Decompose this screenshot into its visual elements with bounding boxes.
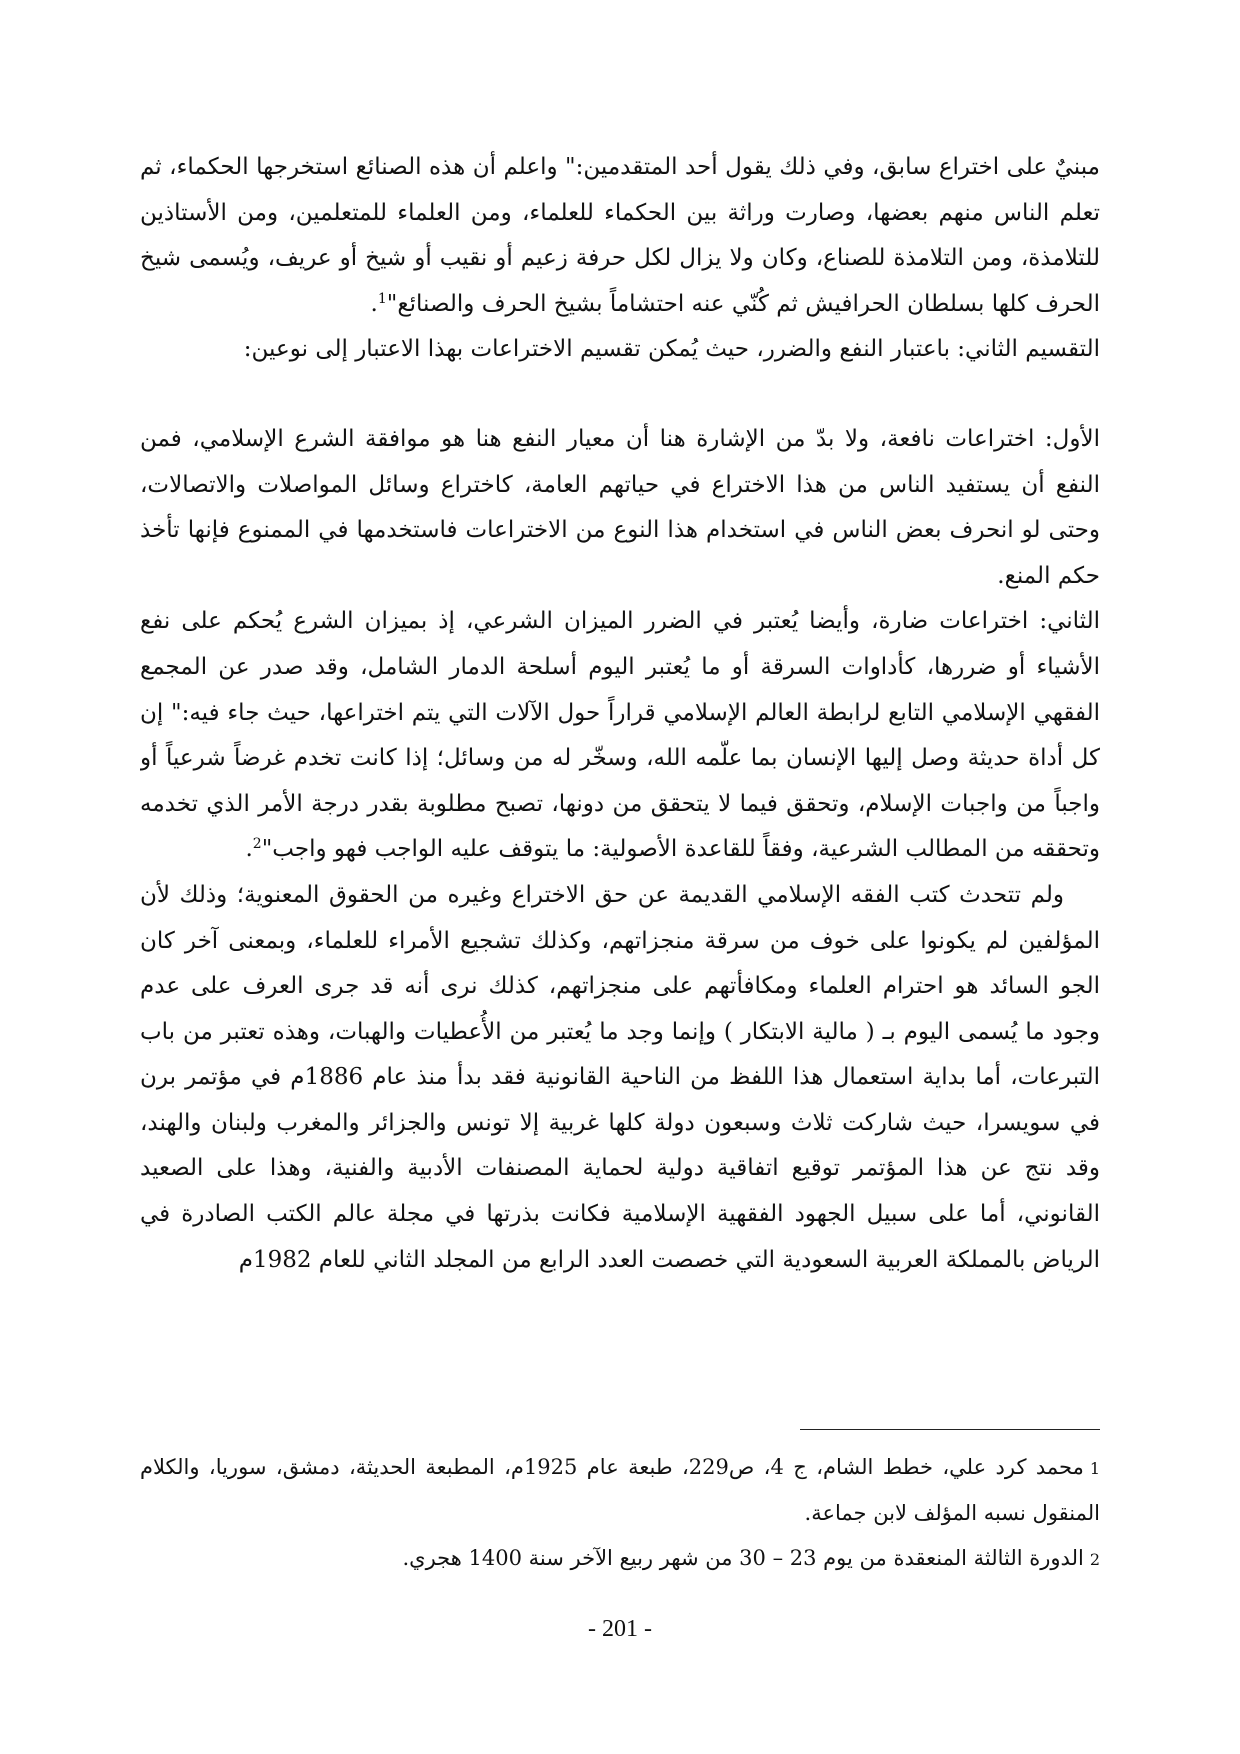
footnote-1 [140, 1445, 1100, 1536]
footnote-number: 2 [1089, 1550, 1100, 1569]
paragraph-text: مبنيٌ على اختراع سابق، وفي ذلك يقول أحد المتقدمين:" واعلم أن هذه الصنائع استخرجها الحكماء، ثم تعلم الناس منهم بعضها، وصارت وراثة بين الحكماء للعلماء، ومن العلماء للمتعلمين، ومن الأستاذين للتلامذة، ومن التلامذة للصناع، وكان ولا يزال لكل حرفة زعيم أو نقيب أو شيخ أو عريف، ويُسمى شيخ الحرف كلها بسلطان الحرافيش ثم كُنّي عنه احتشاماً بشيخ الحرف والصنائع" [140, 154, 1100, 317]
paragraph-second-division [140, 327, 1100, 373]
footnote-2 [140, 1536, 1100, 1582]
footnote-text: محمد كرد علي، خطط الشام، ج 4، ص229، طبعة عام 1925م، المطبعة الحديثة، دمشق، سوريا، والكلام المنقول نسبه المؤلف لابن جماعة. [140, 1455, 1100, 1525]
sentence-end: . [370, 290, 378, 317]
footnote-text: الدورة الثالثة المنعقدة من يوم 23 – 30 من شهر ربيع الآخر سنة 1400 هجري. [402, 1546, 1084, 1570]
footnotes [140, 1445, 1100, 1582]
paragraph-text: ولم تتحدث كتب الفقه الإسلامي القديمة عن حق الاختراع وغيره من الحقوق المعنوية؛ وذلك لأن المؤلفين لم يكونوا على خوف من سرقة منجزاتهم، وكذلك تشجيع الأمراء للعلماء، وبمعنى آخر كان الجو السائد هو احترام العلماء ومكافأتهم على منجزاتهم، كذلك نرى أنه قد جرى العرف على عدم وجود ما يُسمى اليوم بـ ( مالية الابتكار ) وإنما وجد ما يُعتبر من الأُعطيات والهبات، وهذه تعتبر من باب التبرعات، أما بداية استعمال هذا اللفظ من الناحية القانونية فقد بدأ منذ عام 1886م في مؤتمر برن في سويسرا، حيث شاركت ثلاث وسبعون دولة كلها غربية إلا تونس والجزائر والمغرب ولبنان والهند، وقد نتج عن هذا المؤتمر توقيع اتفاقية دولية لحماية المصنفات الأدبية والفنية، وهذا على الصعيد القانوني، أما على سبيل الجهود الفقهية الإسلامية فكانت بذرتها في مجلة عالم الكتب الصادرة في الرياض بالمملكة العربية السعودية التي خصصت العدد الرابع من المجلد الثاني للعام 1982م [140, 881, 1100, 1273]
paragraph-craft-origins [140, 145, 1100, 327]
paragraph-harmful-inventions [140, 599, 1100, 873]
footnote-ref-2[interactable]: 2 [252, 836, 262, 853]
footnote-ref-1[interactable]: 1 [377, 290, 387, 307]
paragraph-text: الأول: اختراعات نافعة، ولا بدّ من الإشارة هنا أن معيار النفع هنا هو موافقة الشرع الإسلامي، فمن النفع أن يستفيد الناس من هذا الاختراع في حياتهم العامة، كاختراع وسائل المواصلات والاتصالات، وحتى لو انحرف بعض الناس في استخدام هذا النوع من الاختراعات فاستخدمها في الممنوع فإنها تأخذ حكم المنع. [140, 425, 1100, 589]
sentence-end: . [245, 836, 253, 863]
page-number: - 201 - [588, 1616, 652, 1642]
paragraph-intellectual-rights [140, 873, 1100, 1283]
paragraph-beneficial-inventions [140, 417, 1100, 599]
paragraph-text: الثاني: اختراعات ضارة، وأيضا يُعتبر في الضرر الميزان الشرعي، إذ بميزان الشرع يُحكم على نفع الأشياء أو ضررها، كأداوات السرقة أو ما يُعتبر اليوم أسلحة الدمار الشامل، وقد صدر عن المجمع الفقهي الإسلامي التابع لرابطة العالم الإسلامي قراراً حول الآلات التي يتم اختراعها، حيث جاء فيه:" إن كل أداة حديثة وصل إليها الإنسان بما علّمه الله، وسخّر له من وسائل؛ إذا كانت تخدم غرضاً شرعياً أو واجباً من واجبات الإسلام، وتحقق فيما لا يتحقق من دونها، تصبح مطلوبة بقدر درجة الأمر الذي تخدمه وتحققه من المطالب الشرعية، وفقاً للقاعدة الأصولية: ما يتوقف عليه الواجب فهو واجب" [140, 608, 1100, 863]
paragraph-text: التقسيم الثاني: باعتبار النفع والضرر، حيث يُمكن تقسيم الاختراعات بهذا الاعتبار إلى نوعين: [243, 336, 1100, 363]
body-text [140, 145, 1100, 1405]
footnote-number: 1 [1089, 1459, 1101, 1478]
footnote-separator [800, 1429, 1100, 1430]
